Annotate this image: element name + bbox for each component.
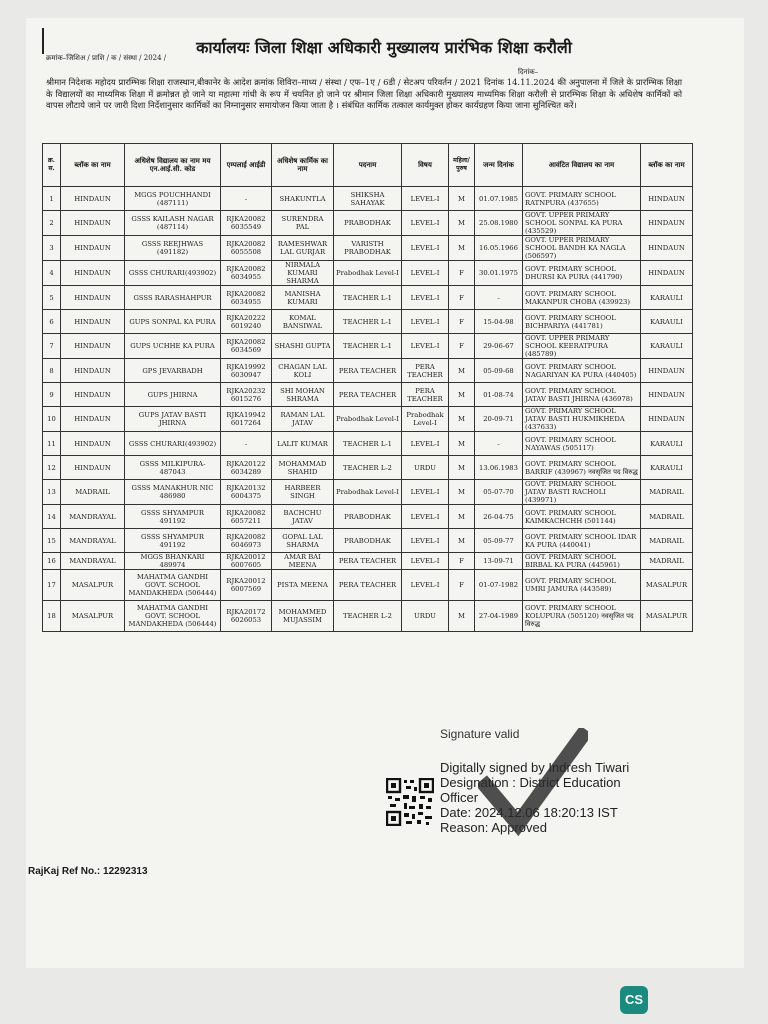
cell-dob: 01-07-1982 [475,570,523,601]
cell-post: TEACHER L-1 [334,432,402,456]
cell-school: GSSS MILKIPURA-487043 [125,456,221,480]
table-row [43,334,693,359]
cell-allotted-block: KARAULI [641,310,693,334]
cell-school: GSSS SHYAMPUR 491192 [125,529,221,553]
cell-post: PERA TEACHER [334,383,402,407]
cell-block: MADRAIL [61,480,125,505]
cell-school: GSSS REEJHWAS (491182) [125,236,221,261]
cell-dob: 30.01.1975 [475,261,523,286]
cell-block: HINDAUN [61,261,125,286]
cell-gender: M [449,601,475,632]
cell-school: GSSS SHYAMPUR 491192 [125,505,221,529]
cell-gender: M [449,407,475,432]
cell-dob: 20-09-71 [475,407,523,432]
cell-block: HINDAUN [61,456,125,480]
cell-dob: 16.05.1966 [475,236,523,261]
cell-name: SHI MOHAN SHRAMA [272,383,334,407]
cell-sn: 18 [43,601,61,632]
cell-block: HINDAUN [61,383,125,407]
rajkaj-reference: RajKaj Ref No.: 12292313 [28,866,148,877]
cell-dob: 05-07-70 [475,480,523,505]
cell-sn: 6 [43,310,61,334]
cell-school: GSSS MANAKHUR NIC 486980 [125,480,221,505]
cell-subject: LEVEL-I [402,236,449,261]
cell-gender: M [449,383,475,407]
cell-school: MAHATMA GANDHI GOVT. SCHOOL MANDAKHEDA (506444) [125,570,221,601]
cell-sn: 8 [43,359,61,383]
cell-block: HINDAUN [61,432,125,456]
cell-allotted-block: KARAULI [641,432,693,456]
cell-allotted-block: MASALPUR [641,570,693,601]
order-paragraph: श्रीमान निदेशक महोदय प्रारम्भिक शिक्षा राजस्थान,बीकानेर के आदेश क्रमांक शिविरा–माध्य / संस्था / एफ–1ए / 6डी / सेटअप परिवर्तन / 2021 दिनांक 14.11.2024 की अनुपालना में जिले के प्रारम्भिक शिक्षा के विद्यालयों का माध्यमिक शिक्षा में क्रमोन्नत हो जाने या महात्मा गांधी के रूप में चयनित हो जाने पर श्रीमान जिला शिक्षा अधिकारी मुख्यालय माध्यमिक शिक्षा करौली से प्रारम्भिक शिक्षा के अधिशेष कार्मिकों को वापस लौटाये जाने पर जारी दिशा निर्देशानुसार कार्मिकों का निम्नानुसार समायोजन किया जाता है । संबंधित कार्मिक तत्काल कार्यमुक्त होकर कार्यग्रहण किया जाना सुनिश्चित करें। [46,77,682,111]
cell-block: HINDAUN [61,359,125,383]
cell-allotted-block: MADRAIL [641,480,693,505]
col-header-block: ब्लॉक का नाम [61,144,125,187]
cell-post: Prabodhak Level-I [334,261,402,286]
cell-employee-id: RJKA20082 6046973 [221,529,272,553]
signature-date: Date: 2024.12.06 18:20:13 IST [440,805,618,820]
cell-sn: 7 [43,334,61,359]
cell-subject: LEVEL-I [402,211,449,236]
cell-employee-id: RJKA20172 6026053 [221,601,272,632]
cell-allotted-school: GOVT. PRIMARY SCHOOL JATAV BASTI HUKMIKHEDA (437633) [523,407,641,432]
cell-name: HARBEER SINGH [272,480,334,505]
cell-name: PISTA MEENA [272,570,334,601]
cell-allotted-block: HINDAUN [641,187,693,211]
signature-designation: Designation : District Education [440,775,621,790]
cell-post: Prabodhak Level-I [334,480,402,505]
cell-allotted-block: HINDAUN [641,261,693,286]
col-header-school: अधिशेष विद्यालय का नाम मय एन.आई.सी. कोड [125,144,221,187]
cell-block: MANDRAYAL [61,529,125,553]
cell-name: SURENDRA PAL [272,211,334,236]
cell-gender: M [449,187,475,211]
cell-subject: LEVEL-I [402,553,449,570]
cell-post: PERA TEACHER [334,570,402,601]
table-row [43,553,693,570]
cell-dob: 01.07.1985 [475,187,523,211]
cell-school: GUPS SONPAL KA PURA [125,310,221,334]
col-header-sn: क्र. स. [43,144,61,187]
cell-subject: LEVEL-I [402,261,449,286]
cell-employee-id: RJKA20122 6034289 [221,456,272,480]
cell-employee-id: RJKA20082 6057211 [221,505,272,529]
signature-reason: Reason: Approved [440,820,547,835]
cell-dob: 15-04-98 [475,310,523,334]
cell-gender: M [449,456,475,480]
cell-dob: 25.08.1980 [475,211,523,236]
cell-sn: 9 [43,383,61,407]
signature-signed-by: Digitally signed by Indresh Tiwari [440,760,630,775]
cell-dob: 26-04-75 [475,505,523,529]
cell-dob: 27-04-1989 [475,601,523,632]
cell-allotted-block: HINDAUN [641,407,693,432]
cell-allotted-school: GOVT. PRIMARY SCHOOL JATAV BASTI RACHOLI (439971) [523,480,641,505]
table-row [43,236,693,261]
cell-allotted-school: GOVT. PRIMARY SCHOOL BICHPARIYA (441781) [523,310,641,334]
table-row [43,601,693,632]
cell-school: GUPS UCHHE KA PURA [125,334,221,359]
cell-post: PRABODHAK [334,211,402,236]
qr-code-icon [386,778,434,826]
cell-employee-id: RJKA20082 6034569 [221,334,272,359]
cell-school: MAHATMA GANDHI GOVT. SCHOOL MANDAKHEDA (506444) [125,601,221,632]
cell-allotted-school: GOVT. PRIMARY SCHOOL KOLUPURA (505120) नवसृजित पद विरुद्ध [523,601,641,632]
cell-subject: LEVEL-I [402,187,449,211]
cell-block: HINDAUN [61,187,125,211]
cell-block: HINDAUN [61,286,125,310]
cell-name: SHASHI GUPTA [272,334,334,359]
cell-subject: Prabodhak Level-I [402,407,449,432]
cell-subject: LEVEL-I [402,505,449,529]
cell-school: GSSS CHURARI(493902) [125,261,221,286]
cell-employee-id: RJKA20012 6007605 [221,553,272,570]
cell-dob: 13.06.1983 [475,456,523,480]
col-header-name: अधिशेष कार्मिक का नाम [272,144,334,187]
cell-name: KOMAL BANSIWAL [272,310,334,334]
cell-employee-id: RJKA20082 6055508 [221,236,272,261]
cell-gender: F [449,310,475,334]
cell-name: GOPAL LAL SHARMA [272,529,334,553]
cell-name: CHAGAN LAL KOLI [272,359,334,383]
cell-name: BACHCHU JATAV [272,505,334,529]
cell-sn: 11 [43,432,61,456]
cell-block: HINDAUN [61,310,125,334]
cell-sn: 3 [43,236,61,261]
cell-post: TEACHER L-2 [334,601,402,632]
camscanner-logo-icon: CS [620,986,648,1014]
cell-gender: F [449,261,475,286]
cell-allotted-school: GOVT. PRIMARY SCHOOL BIRBAL KA PURA (445961) [523,553,641,570]
cell-post: TEACHER L-2 [334,456,402,480]
cell-gender: M [449,480,475,505]
table-row [43,505,693,529]
cell-employee-id: RJKA19992 6030947 [221,359,272,383]
cell-sn: 4 [43,261,61,286]
cell-gender: M [449,529,475,553]
table-row [43,187,693,211]
cell-subject: LEVEL-I [402,334,449,359]
cell-allotted-school: GOVT. PRIMARY SCHOOL IDAR KA PURA (440041) [523,529,641,553]
signature-valid-label: Signature valid [440,727,520,741]
office-title: कार्यालयः जिला शिक्षा अधिकारी मुख्यालय प्रारंभिक शिक्षा करौली [196,38,572,57]
col-header-dob: जन्म दिनांक [475,144,523,187]
cell-employee-id: RJKA20232 6015276 [221,383,272,407]
cell-dob: 13-09-71 [475,553,523,570]
cell-subject: LEVEL-I [402,310,449,334]
cell-employee-id: RJKA20222 6019240 [221,310,272,334]
cell-allotted-school: GOVT. UPPER PRIMARY SCHOOL KEERATPURA (485789) [523,334,641,359]
cell-allotted-block: MADRAIL [641,553,693,570]
cell-subject: PERA TEACHER [402,359,449,383]
reference-number: क्रमांक–जिशिअ / प्राशि / क / संस्था / 2024 / [46,54,167,62]
cell-block: MANDRAYAL [61,553,125,570]
cell-allotted-school: GOVT. PRIMARY SCHOOL DHURSI KA PURA (441790) [523,261,641,286]
table-row [43,432,693,456]
cell-allotted-school: GOVT. PRIMARY SCHOOL NAYAWAS (505117) [523,432,641,456]
cell-school: GSSS RARASHAHPUR [125,286,221,310]
cell-gender: M [449,505,475,529]
cell-name: RAMAN LAL JATAV [272,407,334,432]
cell-subject: LEVEL-I [402,432,449,456]
cell-allotted-block: KARAULI [641,334,693,359]
cell-sn: 16 [43,553,61,570]
col-header-allotted-school: आवंटित विद्यालय का नाम [523,144,641,187]
table-row [43,456,693,480]
cell-block: MANDRAYAL [61,505,125,529]
cell-school: GSSS CHURARI(493902) [125,432,221,456]
cell-post: PRABODHAK [334,505,402,529]
cell-post: PRABODHAK [334,529,402,553]
cell-gender: F [449,570,475,601]
cell-employee-id: RJKA20082 6034955 [221,286,272,310]
cell-allotted-block: KARAULI [641,456,693,480]
cell-name: MOHAMMAD SHAHID [272,456,334,480]
cell-gender: M [449,359,475,383]
cell-employee-id: - [221,187,272,211]
table-row [43,261,693,286]
cell-name: MANISHA KUMARI [272,286,334,310]
cell-school: GUPS JHIRNA [125,383,221,407]
cell-sn: 12 [43,456,61,480]
cell-sn: 13 [43,480,61,505]
cell-subject: URDU [402,456,449,480]
cell-subject: URDU [402,601,449,632]
cell-name: LALIT KUMAR [272,432,334,456]
cell-name: RAMESHWAR LAL GURJAR [272,236,334,261]
cell-employee-id: - [221,432,272,456]
col-header-subject: विषय [402,144,449,187]
signature-designation-cont: Officer [440,790,479,805]
cell-sn: 10 [43,407,61,432]
cell-subject: PERA TEACHER [402,383,449,407]
cell-post: TEACHER L-1 [334,334,402,359]
cell-post: PERA TEACHER [334,553,402,570]
cell-employee-id: RJKA20132 6004375 [221,480,272,505]
table-row [43,407,693,432]
cell-allotted-block: MASALPUR [641,601,693,632]
col-header-allotted-block: ब्लॉक का नाम [641,144,693,187]
table-row [43,570,693,601]
cell-allotted-block: HINDAUN [641,383,693,407]
cell-allotted-school: GOVT. UPPER PRIMARY SCHOOL SONPAL KA PURA (435529) [523,211,641,236]
cell-employee-id: RJKA20082 6035549 [221,211,272,236]
cell-block: HINDAUN [61,334,125,359]
table-row [43,480,693,505]
cell-block: HINDAUN [61,236,125,261]
adjustment-table [42,143,693,632]
cell-gender: F [449,334,475,359]
col-header-post: पदनाम [334,144,402,187]
cell-allotted-block: KARAULI [641,286,693,310]
cell-name: MOHAMMED MUJASSIM [272,601,334,632]
cell-gender: M [449,236,475,261]
cell-school: GPS JEVARBADH [125,359,221,383]
cell-sn: 14 [43,505,61,529]
cell-sn: 1 [43,187,61,211]
cell-sn: 15 [43,529,61,553]
cell-gender: M [449,432,475,456]
cell-allotted-school: GOVT. PRIMARY SCHOOL MAKANPUR CHOBA (439923) [523,286,641,310]
cell-sn: 5 [43,286,61,310]
cell-allotted-school: GOVT. PRIMARY SCHOOL KAIMKACHCHH (501144) [523,505,641,529]
cell-block: HINDAUN [61,407,125,432]
cell-post: TEACHER L-1 [334,310,402,334]
cell-employee-id: RJKA19942 6017264 [221,407,272,432]
cell-employee-id: RJKA20012 6007569 [221,570,272,601]
cell-subject: LEVEL-I [402,570,449,601]
cell-allotted-school: GOVT. UPPER PRIMARY SCHOOL BANDH KA NAGLA (506597) [523,236,641,261]
cell-allotted-school: GOVT. PRIMARY SCHOOL NAGARIYAN KA PURA (440405) [523,359,641,383]
cell-allotted-block: MADRAIL [641,529,693,553]
cell-dob: - [475,432,523,456]
cell-gender: M [449,211,475,236]
cell-allotted-school: GOVT. PRIMARY SCHOOL JATAV BASTI JHIRNA (436978) [523,383,641,407]
cell-name: NIRMALA KUMARI SHARMA [272,261,334,286]
cell-dob: 01-08-74 [475,383,523,407]
cell-allotted-block: HINDAUN [641,211,693,236]
cell-post: VARISTH PRABODHAK [334,236,402,261]
cell-school: MGGS POUCHHANDI (487111) [125,187,221,211]
cell-dob: - [475,286,523,310]
cell-post: PERA TEACHER [334,359,402,383]
cell-allotted-block: HINDAUN [641,359,693,383]
cell-gender: F [449,553,475,570]
col-header-employee-id: एम्पलाई आईडी [221,144,272,187]
table-row [43,383,693,407]
cell-block: HINDAUN [61,211,125,236]
cell-sn: 2 [43,211,61,236]
cell-name: AMAR BAI MEENA [272,553,334,570]
checkmark-icon [478,728,588,838]
table-row [43,310,693,334]
cell-post: TEACHER L-1 [334,286,402,310]
table-row [43,211,693,236]
cell-school: GSSS KAILASH NAGAR (487114) [125,211,221,236]
table-row [43,359,693,383]
table-row [43,286,693,310]
cell-dob: 29-06-67 [475,334,523,359]
cell-post: Prabodhak Level-I [334,407,402,432]
cell-school: MGGS BHANKARI 489974 [125,553,221,570]
cell-allotted-school: GOVT. PRIMARY SCHOOL BARRIF (439967) नवसृजित पद विरुद्ध [523,456,641,480]
cell-subject: LEVEL-I [402,529,449,553]
cell-school: GUPS JATAV BASTI JHIRNA [125,407,221,432]
cell-employee-id: RJKA20082 6034955 [221,261,272,286]
cell-dob: 05-09-68 [475,359,523,383]
cell-block: MASALPUR [61,570,125,601]
cell-allotted-school: GOVT. PRIMARY SCHOOL RATNPURA (437655) [523,187,641,211]
cell-post: SHIKSHA SAHAYAK [334,187,402,211]
table-row [43,529,693,553]
cell-allotted-school: GOVT. PRIMARY SCHOOL UMRI JAMURA (443589) [523,570,641,601]
cell-block: MASALPUR [61,601,125,632]
cell-subject: LEVEL-I [402,480,449,505]
cell-gender: F [449,286,475,310]
cell-allotted-block: MADRAIL [641,505,693,529]
cell-allotted-block: HINDAUN [641,236,693,261]
col-header-gender: महिला/पुरुष [449,144,475,187]
table-header-row [43,144,693,187]
cell-name: SHAKUNTLA [272,187,334,211]
cell-subject: LEVEL-I [402,286,449,310]
date-label: दिनांक– [518,68,539,76]
cell-dob: 05-09-77 [475,529,523,553]
cell-sn: 17 [43,570,61,601]
